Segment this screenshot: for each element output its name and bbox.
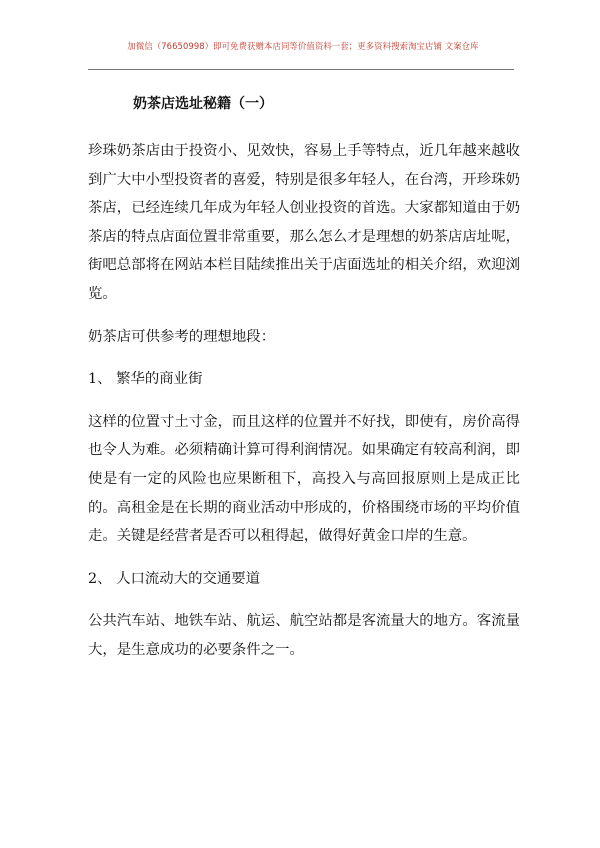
document-title: 奶茶店选址秘籍（一）: [133, 96, 273, 112]
section-heading-1: 1、 繁华的商业街: [88, 371, 203, 388]
header-banner: 加微信（76650998）即可免费获赠本店同等价值资料一套；更多资料搜索淘宝店铺 文案仓库: [127, 41, 479, 51]
document-body: [88, 137, 520, 665]
paragraph-section-2: 公共汽车站、地铁车站、航运、航空站都是客流量大的地方。客流量大，是生意成功的必要条件之一。: [88, 613, 520, 658]
section-heading-2: 2、 人口流动大的交通要道: [88, 570, 261, 587]
header-divider: [88, 69, 514, 70]
paragraph-section-1: 这样的位置寸土寸金，而且这样的位置并不好找，即使有，房价高得也令人为难。必须精确计算可得利润情况。如果确定有较高利润，即使是有一定的风险也应果断租下，高投入与高回报原则上是成正比的。高租金是在长期的商业活动中形成的，价格围绕市场的平均价值走。关键是经营者是否可以租得起，做得好黄金口岸的生意。: [88, 413, 520, 545]
paragraph-intro: 珍珠奶茶店由于投资小、见效快，容易上手等特点，近几年越来越收到广大中小型投资者的喜爱，特别是很多年轻人，在台湾，开珍珠奶茶店，已经连续几年成为年轻人创业投资的首选。大家都知道由于奶茶店的特点店面位置非常重要，那么怎么才是理想的奶茶店店址呢，街吧总部将在网站本栏目陆续推出关于店面选址的相关介绍，欢迎浏览。: [88, 143, 520, 302]
paragraph-locations-lead: 奶茶店可供参考的理想地段：: [88, 328, 276, 345]
